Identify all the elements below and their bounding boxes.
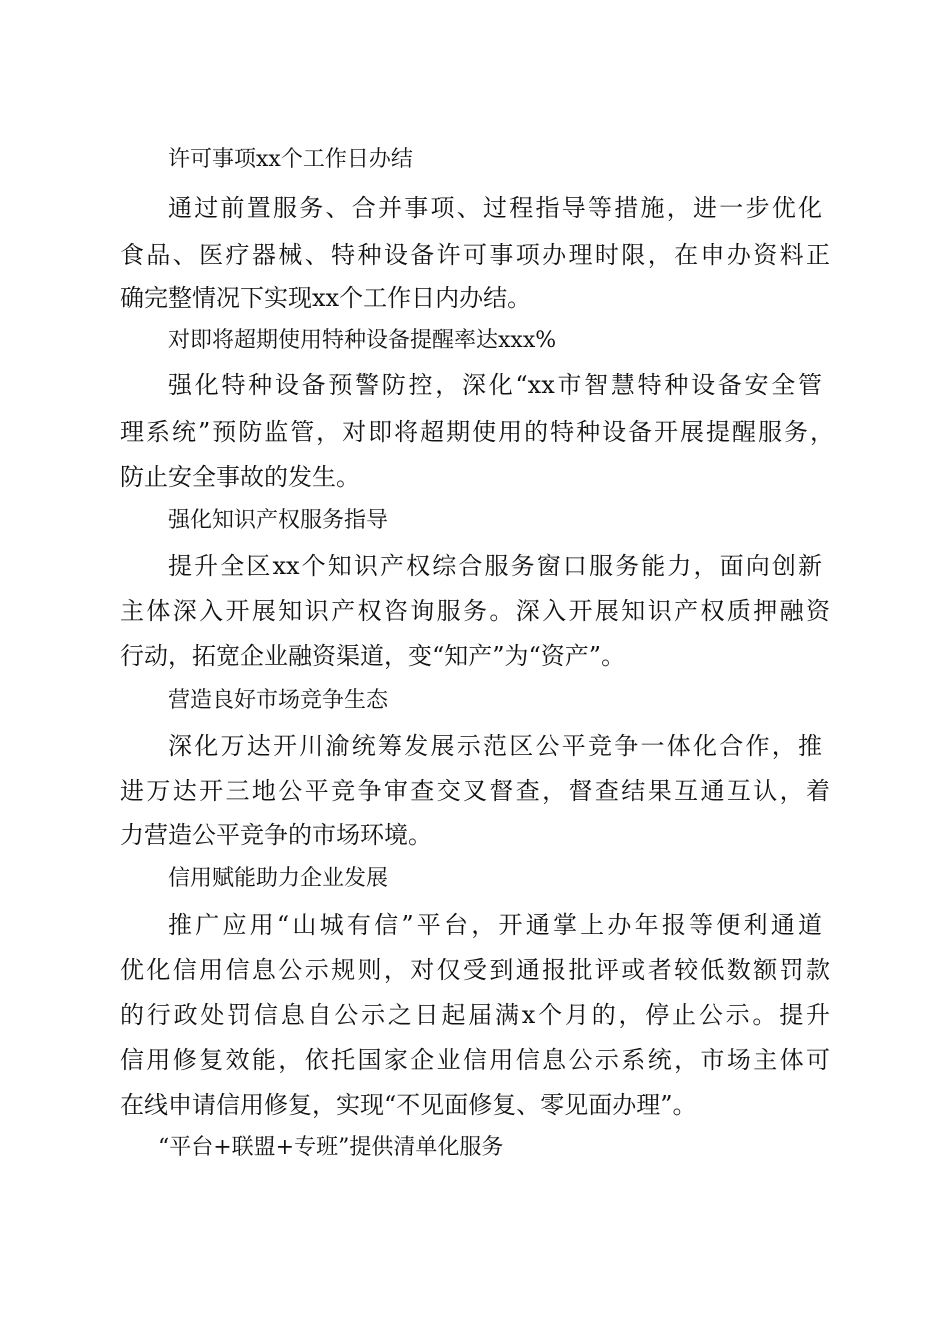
paragraph-line: 确完整情况下实现xx个工作日内办结。: [120, 284, 532, 312]
section-heading-platform-alliance: “平台+联盟+专班”提供清单化服务: [158, 1135, 504, 1160]
paragraph-line: 推广应用“山城有信”平台，开通掌上办年报等便利通道: [168, 911, 822, 939]
paragraph-line: 理系统”预防监管，对即将超期使用的特种设备开展提醒服务，: [120, 418, 834, 446]
paragraph-line: 信用修复效能，依托国家企业信用信息公示系统，市场主体可: [120, 1046, 830, 1074]
paragraph-line: 主体深入开展知识产权咨询服务。深入开展知识产权质押融资: [120, 597, 830, 625]
section-heading-credit: 信用赋能助力企业发展: [168, 866, 389, 891]
paragraph-line: 的行政处罚信息自公示之日起届满x个月的，停止公示。提升: [120, 1001, 830, 1029]
paragraph-line: 通过前置服务、合并事项、过程指导等措施，进一步优化: [168, 194, 822, 222]
section-heading-permits: 许可事项xx个工作日办结: [168, 147, 413, 172]
paragraph-line: 深化万达开川渝统筹发展示范区公平竞争一体化合作，推: [168, 732, 822, 760]
paragraph-line: 优化信用信息公示规则，对仅受到通报批评或者较低数额罚款: [120, 956, 830, 984]
section-heading-equipment-reminder: 对即将超期使用特种设备提醒率达xxx%: [168, 328, 557, 353]
paragraph-line: 在线申请信用修复，实现“不见面修复、零见面办理”。: [120, 1091, 697, 1119]
section-heading-competition: 营造良好市场竞争生态: [168, 688, 389, 713]
paragraph-line: 进万达开三地公平竞争审查交叉督查，督查结果互通互认，着: [120, 777, 830, 805]
paragraph-line: 力营造公平竞争的市场环境。: [120, 821, 432, 849]
section-heading-ip-service: 强化知识产权服务指导: [168, 508, 389, 533]
paragraph-line: 食品、医疗器械、特种设备许可事项办理时限，在申办资料正: [120, 241, 830, 269]
paragraph-line: 提升全区xx个知识产权综合服务窗口服务能力，面向创新: [168, 552, 822, 580]
paragraph-line: 防止安全事故的发生。: [120, 463, 360, 491]
paragraph-line: 行动，拓宽企业融资渠道，变“知产”为“资产”。: [120, 642, 626, 670]
paragraph-line: 强化特种设备预警防控，深化“xx市智慧特种设备安全管: [168, 371, 822, 399]
